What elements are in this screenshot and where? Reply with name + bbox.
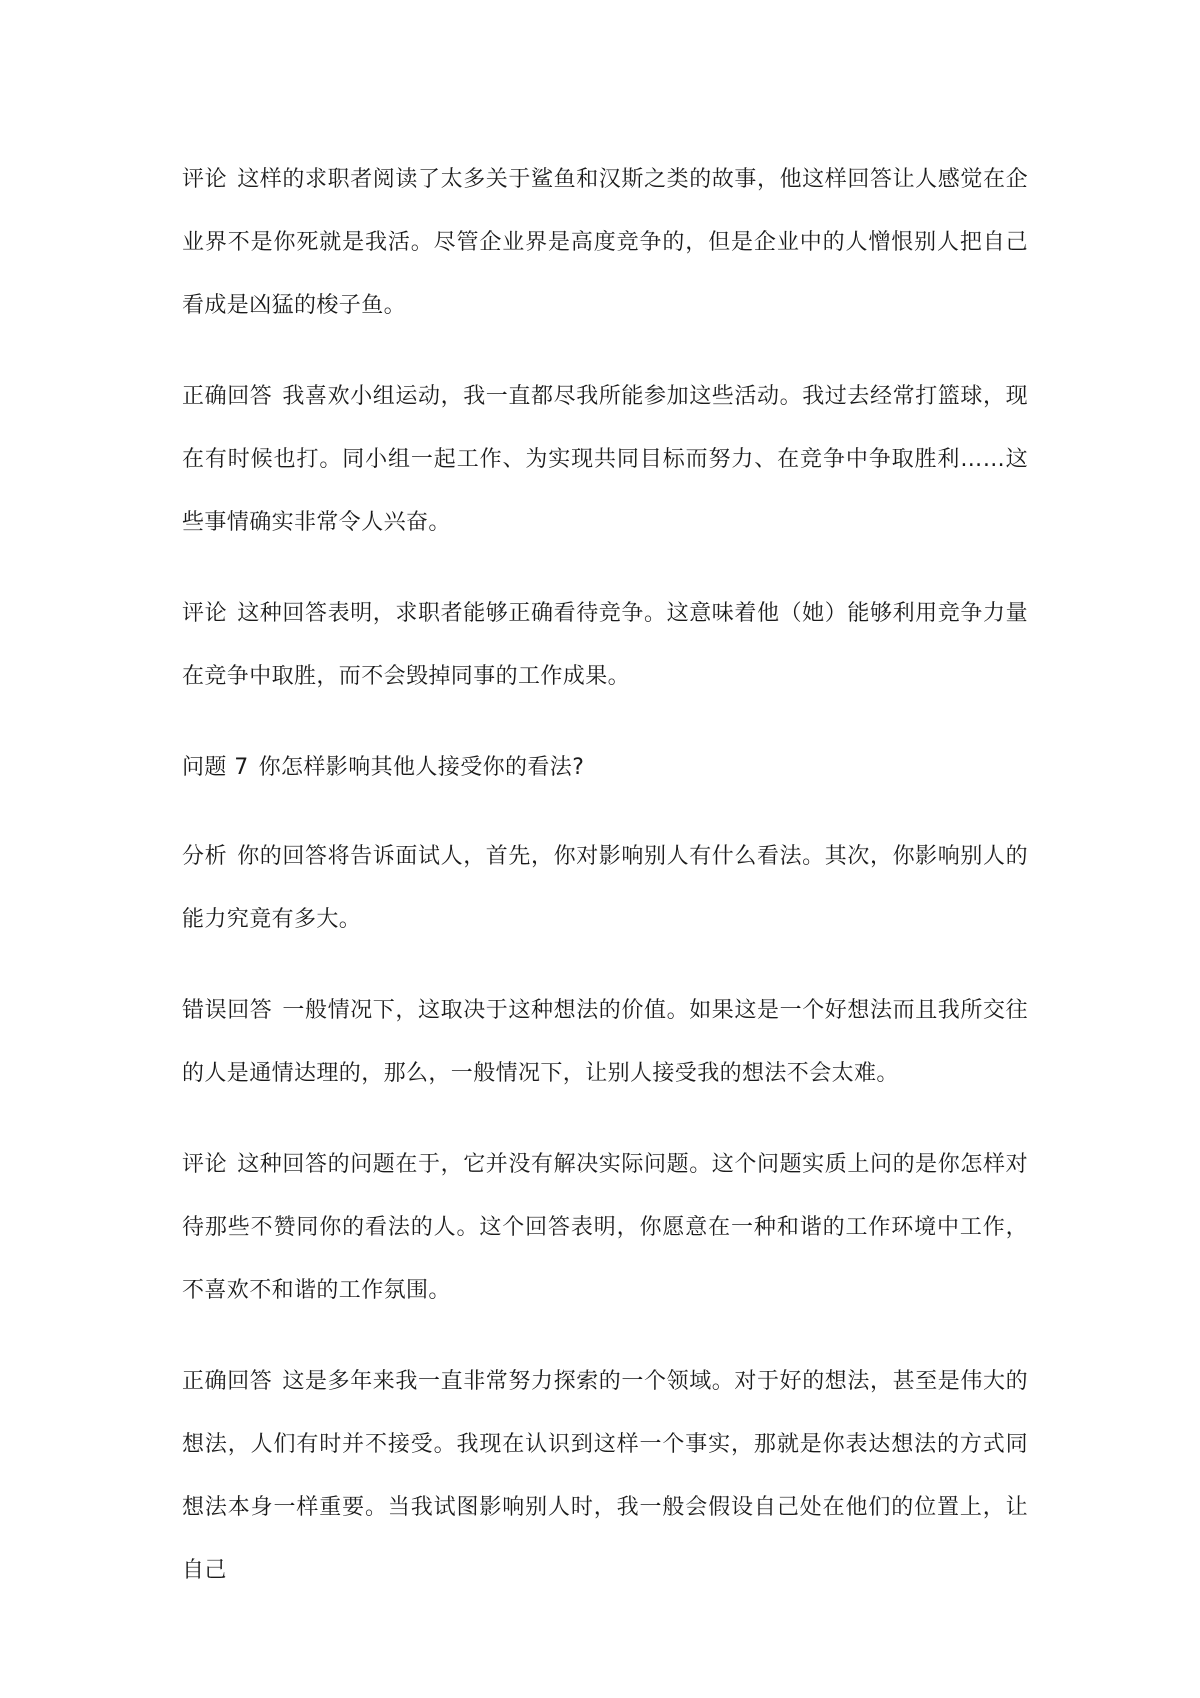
paragraph-wrong-answer	[182, 979, 1028, 1105]
paragraph-label: 正确回答	[182, 384, 273, 409]
paragraph-correct-answer-2	[182, 1350, 1028, 1602]
paragraph-label: 评论	[182, 167, 228, 192]
paragraph-text: 这种回答表明，求职者能够正确看待竞争。这意味着他（她）能够利用竞争力量在竞争中取胜，而不会毁掉同事的工作成果。	[182, 601, 1028, 689]
paragraph-text: 这样的求职者阅读了太多关于鲨鱼和汉斯之类的故事，他这样回答让人感觉在企业界不是你死就是我活。尽管企业界是高度竞争的，但是企业中的人憎恨别人把自己看成是凶猛的梭子鱼。	[182, 167, 1028, 318]
paragraph-comment-3	[182, 1133, 1028, 1322]
paragraph-text: 你的回答将告诉面试人，首先，你对影响别人有什么看法。其次，你影响别人的能力究竟有多大。	[182, 844, 1028, 932]
paragraph-comment-1	[182, 148, 1028, 337]
paragraph-label: 分析	[182, 844, 228, 869]
paragraph-correct-answer-1	[182, 365, 1028, 554]
paragraph-label: 评论	[182, 601, 228, 626]
paragraph-analysis	[182, 825, 1028, 951]
question-text: 你怎样影响其他人接受你的看法?	[258, 755, 585, 780]
paragraph-comment-2	[182, 582, 1028, 708]
paragraph-label: 正确回答	[182, 1369, 273, 1394]
document-body	[182, 148, 1028, 1630]
question-7-heading	[182, 736, 1028, 799]
paragraph-text: 我喜欢小组运动，我一直都尽我所能参加这些活动。我过去经常打篮球，现在有时候也打。同小组一起工作、为实现共同目标而努力、在竞争中争取胜利……这些事情确实非常令人兴奋。	[182, 384, 1028, 535]
paragraph-label: 错误回答	[182, 998, 273, 1023]
paragraph-text: 一般情况下，这取决于这种想法的价值。如果这是一个好想法而且我所交往的人是通情达理的，那么，一般情况下，让别人接受我的想法不会太难。	[182, 998, 1028, 1086]
paragraph-text: 这种回答的问题在于，它并没有解决实际问题。这个问题实质上问的是你怎样对待那些不赞同你的看法的人。这个回答表明，你愿意在一种和谐的工作环境中工作，不喜欢不和谐的工作氛围。	[182, 1152, 1028, 1303]
paragraph-text: 这是多年来我一直非常努力探索的一个领域。对于好的想法，甚至是伟大的想法，人们有时并不接受。我现在认识到这样一个事实，那就是你表达想法的方式同想法本身一样重要。当我试图影响别人时，我一般会假设自己处在他们的位置上，让自己	[182, 1369, 1028, 1583]
paragraph-label: 评论	[182, 1152, 228, 1177]
question-label: 问题 7	[182, 755, 249, 780]
